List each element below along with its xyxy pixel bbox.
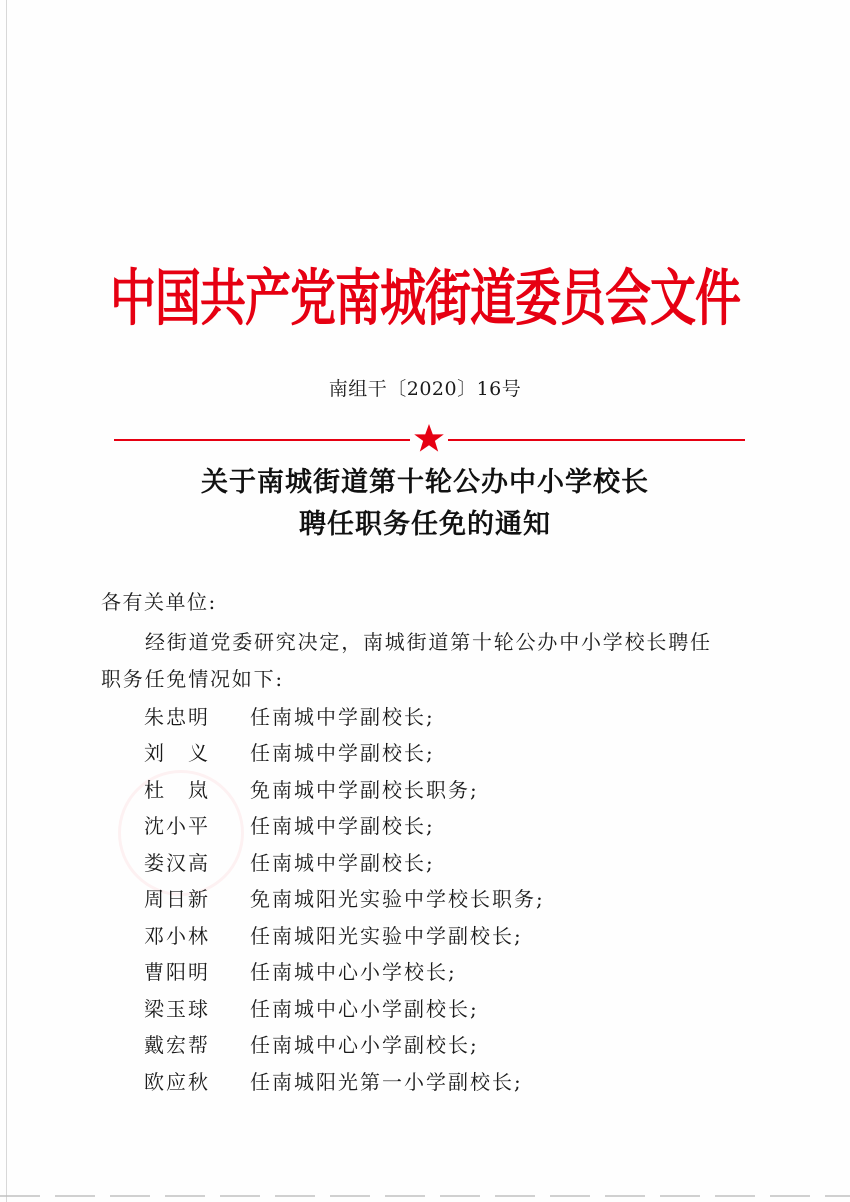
list-item	[144, 734, 764, 771]
document-number: 南组干〔2020〕16号	[328, 378, 522, 400]
list-item	[144, 880, 764, 917]
notice-title-line-1: 关于南城街道第十轮公办中小学校长	[201, 467, 649, 498]
list-item	[144, 989, 764, 1026]
list-item	[144, 1026, 764, 1063]
person-name: 沈小平	[144, 814, 210, 839]
list-item	[144, 807, 764, 844]
body-paragraph-line-1: 经街道党委研究决定，南城街道第十轮公办中小学校长聘任	[145, 630, 712, 654]
appointment-list	[144, 697, 764, 1099]
person-name: 娄汉高	[144, 850, 210, 875]
list-item	[144, 1062, 764, 1099]
appointment-duty: 任南城中学副校长;	[250, 704, 435, 729]
person-name: 戴宏帮	[144, 1033, 210, 1058]
appointment-duty: 任南城中学副校长;	[250, 850, 435, 875]
appointment-duty: 免南城阳光实验中学校长职务;	[250, 887, 545, 912]
appointment-duty: 任南城阳光第一小学副校长;	[250, 1069, 523, 1094]
person-name: 刘 义	[144, 741, 210, 766]
body-paragraph-line-2: 职务任免情况如下:	[101, 667, 284, 691]
list-item	[144, 916, 764, 953]
person-name: 朱忠明	[144, 704, 210, 729]
person-name: 欧应秋	[144, 1069, 210, 1094]
person-name: 邓小林	[144, 923, 210, 948]
list-item	[144, 843, 764, 880]
person-name: 杜 岚	[144, 777, 210, 802]
person-name: 曹阳明	[144, 960, 210, 985]
appointment-duty: 免南城中学副校长职务;	[250, 777, 479, 802]
scan-edge-line	[6, 0, 7, 1202]
person-name: 梁玉球	[144, 996, 210, 1021]
person-name: 周日新	[144, 887, 210, 912]
appointment-duty: 任南城阳光实验中学副校长;	[250, 923, 523, 948]
masthead-title: 中国共产党南城街道委员会文件	[110, 262, 740, 334]
appointment-duty: 任南城中心小学副校长;	[250, 996, 479, 1021]
red-rule-left	[114, 439, 410, 441]
appointment-duty: 任南城中学副校长;	[250, 741, 435, 766]
scan-bottom-edge	[0, 1195, 850, 1197]
list-item	[144, 770, 764, 807]
list-item	[144, 697, 764, 734]
notice-title-line-2: 聘任职务任免的通知	[299, 509, 551, 540]
star-icon	[413, 422, 445, 454]
appointment-duty: 任南城中心小学校长;	[250, 960, 457, 985]
red-rule-right	[448, 439, 745, 441]
list-item	[144, 953, 764, 990]
salutation: 各有关单位:	[101, 590, 217, 614]
appointment-duty: 任南城中心小学副校长;	[250, 1033, 479, 1058]
appointment-duty: 任南城中学副校长;	[250, 814, 435, 839]
